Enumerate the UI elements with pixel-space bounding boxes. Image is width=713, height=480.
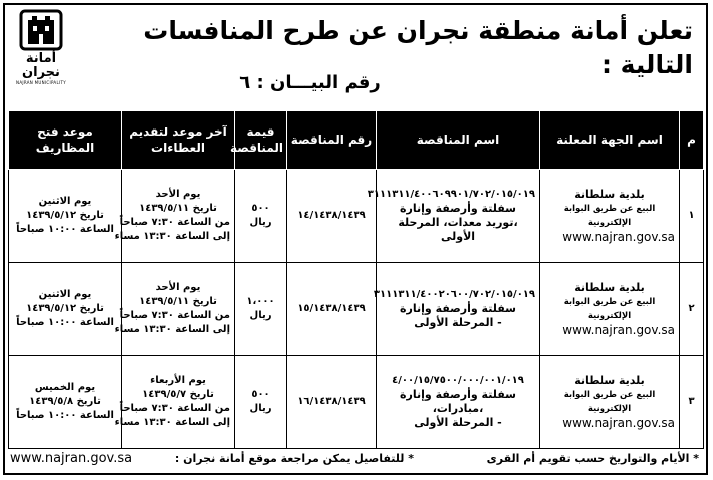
header-deadline: آخر موعد لتقديم العطاءات [122,111,235,170]
deadline-cell [114,170,235,263]
opening-time: الساعة ١٠:٠٠ صباحاً [16,410,114,421]
entity-name: بلدية سلطانة [574,374,645,387]
tender-code: ٣١١١٣١١/٤٠٠٦٠٩٩٠١/٧٠٢/٠١٥/٠١٩ [367,189,535,200]
tender-value: ٥٠٠ ريال [235,170,287,263]
deadline-cell [114,356,235,449]
header-tender-number: رقم المناقصة [287,111,377,170]
row-num: ٢ [680,263,704,356]
opening-day: يوم الاثنين [38,289,92,300]
footer [10,452,699,472]
table-header-row [9,111,704,170]
opening-cell [9,170,122,263]
footer-details-note: * للتفاصيل يمكن مراجعة موقع أمانة نجران : [174,452,414,465]
opening-time: الساعة ١٠:٠٠ صباحاً [16,224,114,235]
deadline-date: تاريخ ١٤٣٩/٥/١١ [139,296,217,307]
deadline-to: إلى الساعة ١٣:٣٠ مساء [114,324,230,335]
deadline-to: إلى الساعة ١٣:٣٠ مساء [114,417,230,428]
deadline-from: من الساعة ٧:٣٠ صباحاً [119,403,230,414]
row-num: ١ [680,170,704,263]
header-tender-name: اسم المناقصة [377,111,540,170]
sale-method: البيع عن طريق البوابة الإلكترونية [563,390,656,414]
opening-time: الساعة ١٠:٠٠ صباحاً [16,317,114,328]
footer-website-link[interactable]: www.najran.gov.sa [10,451,133,466]
tender-name-line2: - المرحلة الأولى [414,316,502,329]
logo-arabic-text: أمانة نجران [22,51,60,80]
deadline-to: إلى الساعة ١٣:٣٠ مساء [114,231,230,242]
deadline-day: يوم الأحد [155,282,201,293]
table-row [9,170,704,263]
entity-cell [540,356,680,449]
opening-cell [9,263,122,356]
tender-code: ٤/٠٠/١٥/٧٥٠٠/٠٠٠/٠٠١/٠١٩ [392,375,524,386]
deadline-from: من الساعة ٧:٣٠ صباحاً [119,217,230,228]
logo-english-text: NAJRAN MUNICIPALITY [16,80,66,85]
opening-date: تاريخ ١٤٣٩/٥/١٢ [26,210,104,221]
najran-logo [10,8,72,85]
tender-name-line2: ،توريد معدات، المرحلة الأولى [398,216,518,243]
opening-day: يوم الخميس [34,382,96,393]
opening-cell [9,356,122,449]
portal-link[interactable]: www.najran.gov.sa [562,323,675,337]
entity-cell [540,170,680,263]
portal-link[interactable]: www.najran.gov.sa [562,416,675,430]
tender-name-line1: سفلتة وأرصفة وإنارة [400,202,516,215]
header-tender-value: قيمة المناقصة [235,111,287,170]
tender-name-line2: - المرحلة الأولى [414,416,502,429]
header-opening: موعد فتح المظاريف [9,111,122,170]
entity-cell [540,263,680,356]
table-row [9,263,704,356]
tender-value: ٥٠٠ ريال [235,356,287,449]
tender-number: ١٤/١٤٣٨/١٤٣٩ [287,170,377,263]
row-num: ٣ [680,356,704,449]
deadline-day: يوم الأربعاء [150,375,206,386]
tender-name-line1: سفلتة وأرصفة وإنارة ،مبادرات، [400,388,516,415]
page-title: تعلن أمانة منطقة نجران عن طرح المنافسات التالية : [143,16,693,79]
tender-number: ١٦/١٤٣٨/١٤٣٩ [287,356,377,449]
deadline-date: تاريخ ١٤٣٩/٥/٧ [142,389,214,400]
municipality-emblem-icon [18,8,64,52]
entity-name: بلدية سلطانة [574,188,645,201]
opening-date: تاريخ ١٤٣٩/٥/٨ [29,396,101,407]
tender-code: ٣١١١٣١١/٤٠٠٢٠٦٠٠/٧٠٢/٠١٥/٠١٩ [373,289,535,300]
tender-number: ١٥/١٤٣٨/١٤٣٩ [287,263,377,356]
tender-name-cell [377,356,540,449]
tenders-table [8,110,704,449]
deadline-cell [114,263,235,356]
portal-link[interactable]: www.najran.gov.sa [562,230,675,244]
tender-name-cell [373,263,540,356]
tender-value: ١،٠٠٠ ريال [235,263,287,356]
sale-method: البيع عن طريق البوابة الإلكترونية [563,297,656,321]
deadline-day: يوم الأحد [155,189,201,200]
tender-name-cell [367,170,540,263]
sale-method: البيع عن طريق البوابة الإلكترونية [563,204,656,228]
header-entity: اسم الجهة المعلنة [540,111,680,170]
footer-calendar-note: * الأيام والتواريخ حسب تقويم أم القرى [486,452,699,465]
deadline-date: تاريخ ١٤٣٩/٥/١١ [139,203,217,214]
opening-date: تاريخ ١٤٣٩/٥/١٢ [26,303,104,314]
statement-number: رقم البيـــان : ٦ [239,72,381,93]
opening-day: يوم الاثنين [38,196,92,207]
deadline-from: من الساعة ٧:٣٠ صباحاً [119,310,230,321]
tender-name-line1: سفلتة وأرصفة وإنارة [400,302,516,315]
header-num: م [680,111,704,170]
table-row [9,356,704,449]
entity-name: بلدية سلطانة [574,281,645,294]
